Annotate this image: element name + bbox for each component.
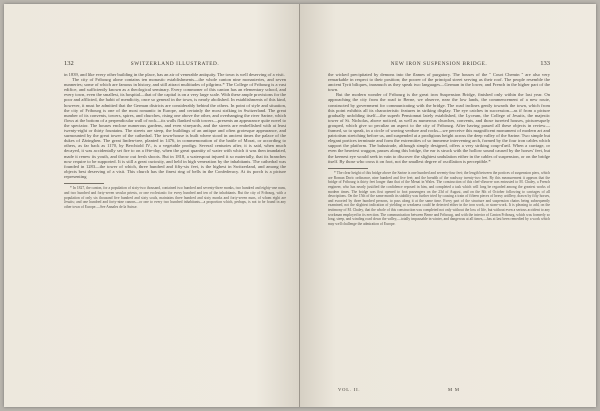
book-spread [4, 4, 596, 407]
signature-mark: M M [448, 387, 460, 392]
left-paragraph-2: The city of Fribourg alone contains ten monastic establishments—the whole canton nine monasteries, and seven nunneries; some of which are famous in history, and still attract multitudes of pilgrims.* The College of Fribourg is a vast edifice, and sufficiently known as a theological seminary. Every commoner of this canton has an elementary school, and every town, even the smallest, its hospital—that of the capital is on a very large scale. With these ample provisions for the poor and afflicted, the habit of mendicity, once so general in the town, is nearly abolished. In establishments of this kind, however, it must be admitted that the German districts are considerably behind the others. In point of style and situation, the city of Fribourg is one of the most romantic in Europe, and certainly the most striking in Switzerland. The great number of its convents, towers, spires, and churches, rising one above the other, and overhanging the river Sarine, which flows at the bottom of a perpendicular wall of rock—its walls flanked with towers—presents an appearance quite novel to the spectator. The houses enclose numerous gardens, and even vineyards, and the streets are embellished with at least twenty-eight or thirty fountains. The streets are steep, the buildings of an antique and often grotesque appearance, and surmounted by the great tower of the cathedral. The town-house is built where stood in ancient times the palace of the dukes of Zäringhen. The great linden-tree, planted in 1476, in commemoration of the battle of Morat, or according to others, as far back as 1170, by Berchtold IV., is a vegetable prodigy. Several centuries after, it is said, when much decayed, it was accidentally set fire to on a fête-day, when the great quantity of water with which it was then inundated, made it renew its youth, and throw out fresh shoots. But in 1818, a waterspout injured it so materially, that its branches now require to be supported. It is still a great curiosity, and held in high veneration by the inhabitants. The cathedral was founded in 1283—the tower of which, three hundred and fifty-six feet, is the highest in Switzerland, and among the objects best deserving of a visit. This church has the finest ring of bells in the Confederacy. At its porch is a picture representing [64, 77, 286, 179]
volume-label: VOL. II. [338, 387, 361, 392]
left-page-body [64, 72, 286, 209]
left-page-header [64, 60, 286, 70]
right-running-head: NEW IRON SUSPENSION BRIDGE. [390, 61, 488, 67]
right-page-footer [328, 387, 550, 395]
left-footnote-rule [64, 183, 104, 184]
right-paragraph-2: But the modern wonder of Fribourg is the great iron Suspension Bridge, finished only within the last year. On approaching the city from the road to Berne, we observe, near the low lands, the commencement of a new route, constructed by government for communicating with the bridge. The road inclines gently towards the town, which from this point exhibits all its characteristic features in striking display. The eye catches in succession—as if from a picture gradually unfolding itself—the superb Pensionnat lately established, the Lyceum, the College of Jesuits, the majestic tower of St. Nicholas, above noticed, as well as numerous churches, convents, and those turreted houses, picturesquely grouped, which give so peculiar an aspect to the city of Fribourg. After having passed all these objects in review—framed, so to speak, in a circle of waving verdure and rocks—we perceive this magnificent monument of modern art and patriotism stretching before us, and suspended at a prodigious height across the deep valley of the Sarine. Two simple but elegant portices terminate and form the extremities of so immense intervening arch, formed by the four iron cables which support the platform. The balustrade, although simply designed, offers a very striking coup-d'œil. When a carriage, or even the heaviest waggon, passes along this bridge, the ear is struck with the hollow sound caused by the horses' feet, but the keenest eye would seek in vain to discover the slightest undulation either in the cables of suspension, or on the bridge itself. By those who cross it on foot, not the smallest degree of oscillation is perceptible.* [328, 92, 550, 164]
left-page [4, 4, 300, 407]
right-footnote: * The clear height of this bridge above the Sarine is one hundred and seventy-four feet; the length between the portices of suspension piers, which are Roman Doric ordinance, nine hundred and five feet; and the breadth of the roadway twenty-two feet. By this measurement it appears that the bridge of Fribourg is thirty feet longer than that of the Menai in Wales. The construction of this chef-d'œuvre was entrusted to M. Chaley, a French engineer, who has nearly justified the confidence reposed in him, and completed a task which will long be regarded among the greatest works of modern times. The bridge was first opened to foot passengers on the 23d of August, and on the 8th of October following to carriages of all descriptions. On the 15th of the same month its stability was further tried by causing a train of fifteen pieces of heavy artillery, drawn by fifty horses, and escorted by three hundred persons, to pass along it at the same time. Every part of the structure and suspension chains being subsequently examined, not the slightest indication of yielding or weakness could be detected either in the iron work, or stone-work. It is pleasing to add, on the testimony of M. Chaley, that the whole of this construction was completed not only without the loss of life, but without even a serious accident to any workman employed in its erection. The communication between Berne and Fribourg, and with the interior of Canton Fribourg, which was formerly so long, steep, and winding road down the valley,—totally impassable in winter, and dangerous at all times,—has at last been remedied by a work which may well challenge the admiration of Europe. [328, 171, 550, 226]
left-page-number: 132 [64, 60, 74, 67]
right-page-number: 133 [540, 60, 550, 67]
right-page [300, 4, 596, 407]
left-footnote: * In 1827, the canton, for a population of sixty-two thousand, contained two hundred and seventy-three monks, two hundred and eighty-one nuns, and two hundred and forty-seven secular priests, or one ecclesiastic for every hundred and ten of the inhabitants. But the city of Fribourg, with a population of only six thousand five hundred and sixty souls, maintains three hundred and sixty monks and forty-seven nuns, of whom eight are Jesuits; and one hundred and forty-nine canons—or one to every two hundred inhabitants—a proportion which, perhaps, is not to be found in any other town of Europe.—See Annales de la Suisse. [64, 186, 286, 209]
right-page-header [328, 60, 550, 70]
left-running-head: SWITZERLAND ILLUSTRATED. [130, 61, 220, 67]
right-paragraph-1: the wicked precipitated by demons into the flames of purgatory. The houses of the " Court Chemin " are also very remarkable in respect to their position; the poorer of the principal street serving as their roof. The people resemble the ancient Tyrit biliques, inasmuch as they speak two languages—German in the lower, and French in the higher part of the town. [328, 72, 550, 93]
left-paragraph-1: in 1839, and like every other building in the place, has an air of venerable antiquity. The town is well deserving of a visit. [64, 72, 285, 77]
right-page-body [328, 72, 550, 226]
right-footnote-rule [328, 168, 368, 169]
